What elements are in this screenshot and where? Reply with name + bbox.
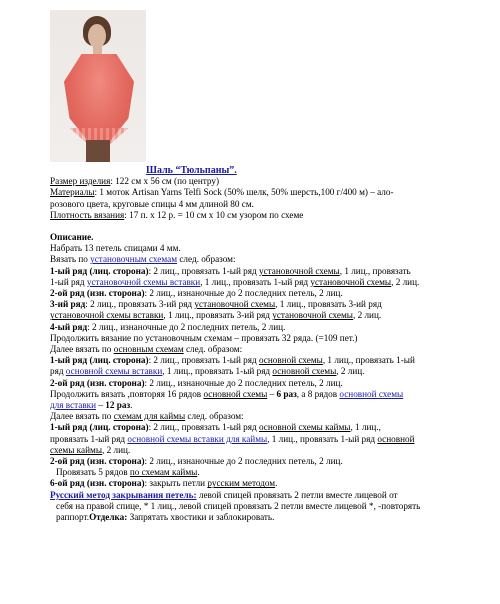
materials-line-2 <box>50 199 490 210</box>
description-heading: Описание. <box>50 232 94 243</box>
continue-setup-line: Продолжить вязание по установочным схемам – провязать 32 ряда. (=109 пет.) <box>50 332 358 343</box>
main-row1-line2 <box>50 366 490 377</box>
repeat-text-2: , а 8 рядов <box>296 388 340 399</box>
row6-line <box>50 478 490 489</box>
bindoff-line-2: себя на правой спице, * 1 лиц., левой спицей провязать 2 петли вместе лицевой *, -повторять <box>56 500 421 511</box>
row3-label: 3-ий ряд <box>50 299 86 310</box>
knit5-line <box>56 467 490 478</box>
row1-text-5: , 2 лиц. <box>391 276 420 287</box>
russian-bindoff-link[interactable]: Русский метод закрывания петель: <box>50 489 197 500</box>
border-row1-text-4: , 1 лиц., провязать 1-ый ряд <box>267 433 378 444</box>
row1-text-1: : 2 лиц., провязать 1-ый ряд <box>148 265 259 276</box>
row1-label: 1-ый ряд (лиц. сторона) <box>50 265 149 276</box>
main-intro-suffix: след. образом: <box>183 344 243 355</box>
knit5-text: Провязать 5 рядов <box>56 467 130 478</box>
finishing-label: Отделка: <box>89 512 128 523</box>
border-insert-chart-link[interactable]: основной схемы вставки для каймы <box>127 433 268 444</box>
main-chart-ref[interactable]: основной схемы <box>258 355 323 366</box>
border-row1-label: 1-ый ряд (лиц. сторона) <box>50 422 149 433</box>
setup-charts-link[interactable]: установочным схемам <box>90 254 178 265</box>
row6-label: 6-ой ряд (изн. сторона) <box>50 478 145 489</box>
main-row1-text-5: , 2 лиц. <box>336 366 365 377</box>
border-chart-ref[interactable]: основной схемы каймы <box>258 422 351 433</box>
main-row1-text-3: ряд <box>50 366 66 377</box>
main-row1-text-1: : 2 лиц., провязать 1-ый ряд <box>148 355 259 366</box>
row3-text-3: , 1 лиц., провязать 3-ий ряд <box>163 310 273 321</box>
row2-text: : 2 лиц., изнаночные до 2 последних петель, 2 лиц. <box>144 288 343 299</box>
border-row1-line2 <box>50 434 490 445</box>
row4-label: 4-ый ряд <box>50 321 88 332</box>
materials-value-2: розового цвета, круговые спицы 4 мм длиной 80 см. <box>50 198 254 209</box>
main-row2-text: : 2 лиц., изнаночные до 2 последних петель, 2 лиц. <box>144 377 343 388</box>
setup-row1-line1 <box>50 266 490 277</box>
gauge-value: : 17 п. х 12 р. = 10 см х 10 см узором по схеме <box>124 209 304 220</box>
border-row2-text: : 2 лиц., изнаночные до 2 последних петель, 2 лиц. <box>144 456 343 467</box>
border-chart-ref-2a[interactable]: основной <box>377 433 415 444</box>
main-intro-text: Далее вязать по <box>50 344 114 355</box>
bindoff-text-3: раппорт. <box>56 512 90 523</box>
setup-row4-line <box>50 322 490 333</box>
main-charts-ref[interactable]: основным схемам <box>113 344 184 355</box>
repeat-insert-chart-link-b[interactable]: для вставки <box>50 400 97 411</box>
border-chart-ref-2b[interactable]: схемы каймы <box>50 444 102 455</box>
row6-period: . <box>275 478 278 489</box>
row1-text-2: , 1 лиц., провязать <box>339 265 411 276</box>
setup-row3-line2 <box>50 310 490 321</box>
setup-intro-line <box>50 254 490 265</box>
setup-intro-suffix: след. образом: <box>177 254 236 265</box>
repeat-count-2: 12 раз <box>105 400 131 411</box>
bindoff-line-3 <box>56 512 490 523</box>
gauge-line <box>50 210 490 221</box>
main-row1-text-2: , 1 лиц., провязать 1-ый <box>322 355 415 366</box>
setup-insert-chart-link[interactable]: установочной схемы вставки <box>86 276 201 287</box>
main-row2-label: 2-ой ряд (изн. сторона) <box>50 377 145 388</box>
bindoff-line-1 <box>50 490 490 501</box>
row2-label: 2-ой ряд (изн. сторона) <box>50 288 145 299</box>
border-intro-suffix: след. образом: <box>185 411 244 422</box>
setup-chart-ref-3[interactable]: установочной схемы <box>194 299 276 310</box>
main-row1-label: 1-ый ряд (лиц. сторона) <box>50 355 149 366</box>
materials-line <box>50 187 490 198</box>
main-row1-line1 <box>50 355 490 366</box>
main-insert-chart-link[interactable]: основной схемы вставки <box>65 366 163 377</box>
model-skirt <box>86 140 110 162</box>
finishing-text: Запрятать хвостики и заблокировать. <box>127 512 275 523</box>
repeat-dash-2: – <box>96 400 106 411</box>
border-charts-ref[interactable]: схемам для каймы <box>113 411 186 422</box>
setup-chart-ref-4[interactable]: установочной схемы <box>272 310 353 321</box>
size-value: : 122 см х 56 см (по центру) <box>110 176 220 187</box>
border-row1-line1 <box>50 422 490 433</box>
materials-value-1: : 1 моток Artisan Yarns Telfi Sock (50% шелк, 50% шерсть,100 г/400 м) – ало- <box>94 187 394 198</box>
setup-chart-ref-2[interactable]: установочной схемы <box>310 276 392 287</box>
knit5-period: . <box>197 467 200 478</box>
pattern-document <box>50 165 490 523</box>
border-row1-line3 <box>50 445 490 456</box>
main-chart-ref-2[interactable]: основной схемы <box>272 366 337 377</box>
border-row1-text-5: , 2 лиц. <box>102 444 131 455</box>
bindoff-text-1: левой спицей провязать 2 петли вместе лицевой от <box>196 489 398 500</box>
border-row1-text-2: , 1 лиц., <box>350 422 381 433</box>
row1-text-3: 1-ый ряд <box>50 276 87 287</box>
repeat-count-1: 6 раз <box>276 388 297 399</box>
row3-text-1: : 2 лиц., провязать 3-ий ряд <box>85 299 195 310</box>
main-intro-line <box>50 344 490 355</box>
model-head <box>88 24 106 48</box>
repeat-main-chart-ref[interactable]: основной схемы <box>203 388 268 399</box>
shawl-photo <box>50 10 146 162</box>
size-line <box>50 176 490 187</box>
repeat-text-1: Продолжить вязать ,повторяя 16 рядов <box>50 388 204 399</box>
setup-row1-line2 <box>50 277 490 288</box>
row4-text: : 2 лиц., изнаночные до 2 последних петель, 2 лиц. <box>87 321 286 332</box>
russian-method-ref[interactable]: русским методом <box>207 478 276 489</box>
main-row1-text-4: , 1 лиц., провязать 1-ый ряд <box>162 366 273 377</box>
repeat-period: . <box>130 400 133 411</box>
materials-label: Материалы <box>50 187 95 198</box>
title-line <box>50 165 490 176</box>
row3-text-2: , 1 лиц., провязать 3-ий ряд <box>275 299 382 310</box>
size-label: Размер изделия <box>50 176 111 187</box>
border-row2-line <box>50 456 490 467</box>
main-row2-line <box>50 378 490 389</box>
gauge-label: Плотность вязания <box>50 209 125 220</box>
border-intro-text: Далее вязать по <box>50 411 114 422</box>
repeat-line-2 <box>50 400 490 411</box>
border-charts-ref-2[interactable]: по схемам каймы <box>129 467 198 478</box>
setup-row2-line <box>50 288 490 299</box>
repeat-line-1 <box>50 389 490 400</box>
setup-row3-line1 <box>50 299 490 310</box>
setup-chart-ref[interactable]: установочной схемы <box>258 265 340 276</box>
repeat-insert-chart-link-a[interactable]: основной схемы <box>339 388 404 399</box>
repeat-dash: – <box>267 388 277 399</box>
setup-insert-chart-ref[interactable]: установочной схемы вставки <box>50 310 164 321</box>
border-row1-text-3: провязать 1-ый ряд <box>50 433 128 444</box>
border-intro-line <box>50 411 490 422</box>
page-title[interactable]: Шаль “Тюльпаны”. <box>146 165 237 176</box>
row1-text-4: , 1 лиц., провязать 1-ый ряд <box>200 276 311 287</box>
border-row2-label: 2-ой ряд (изн. сторона) <box>50 456 145 467</box>
row6-text-1: : закрыть петли <box>144 478 208 489</box>
border-row1-text-1: : 2 лиц., провязать 1-ый ряд <box>148 422 259 433</box>
setup-intro-text: Вязать по <box>50 254 91 265</box>
cast-on-line: Набрать 13 петель спицами 4 мм. <box>50 243 181 254</box>
row3-text-4: , 2 лиц. <box>352 310 382 321</box>
